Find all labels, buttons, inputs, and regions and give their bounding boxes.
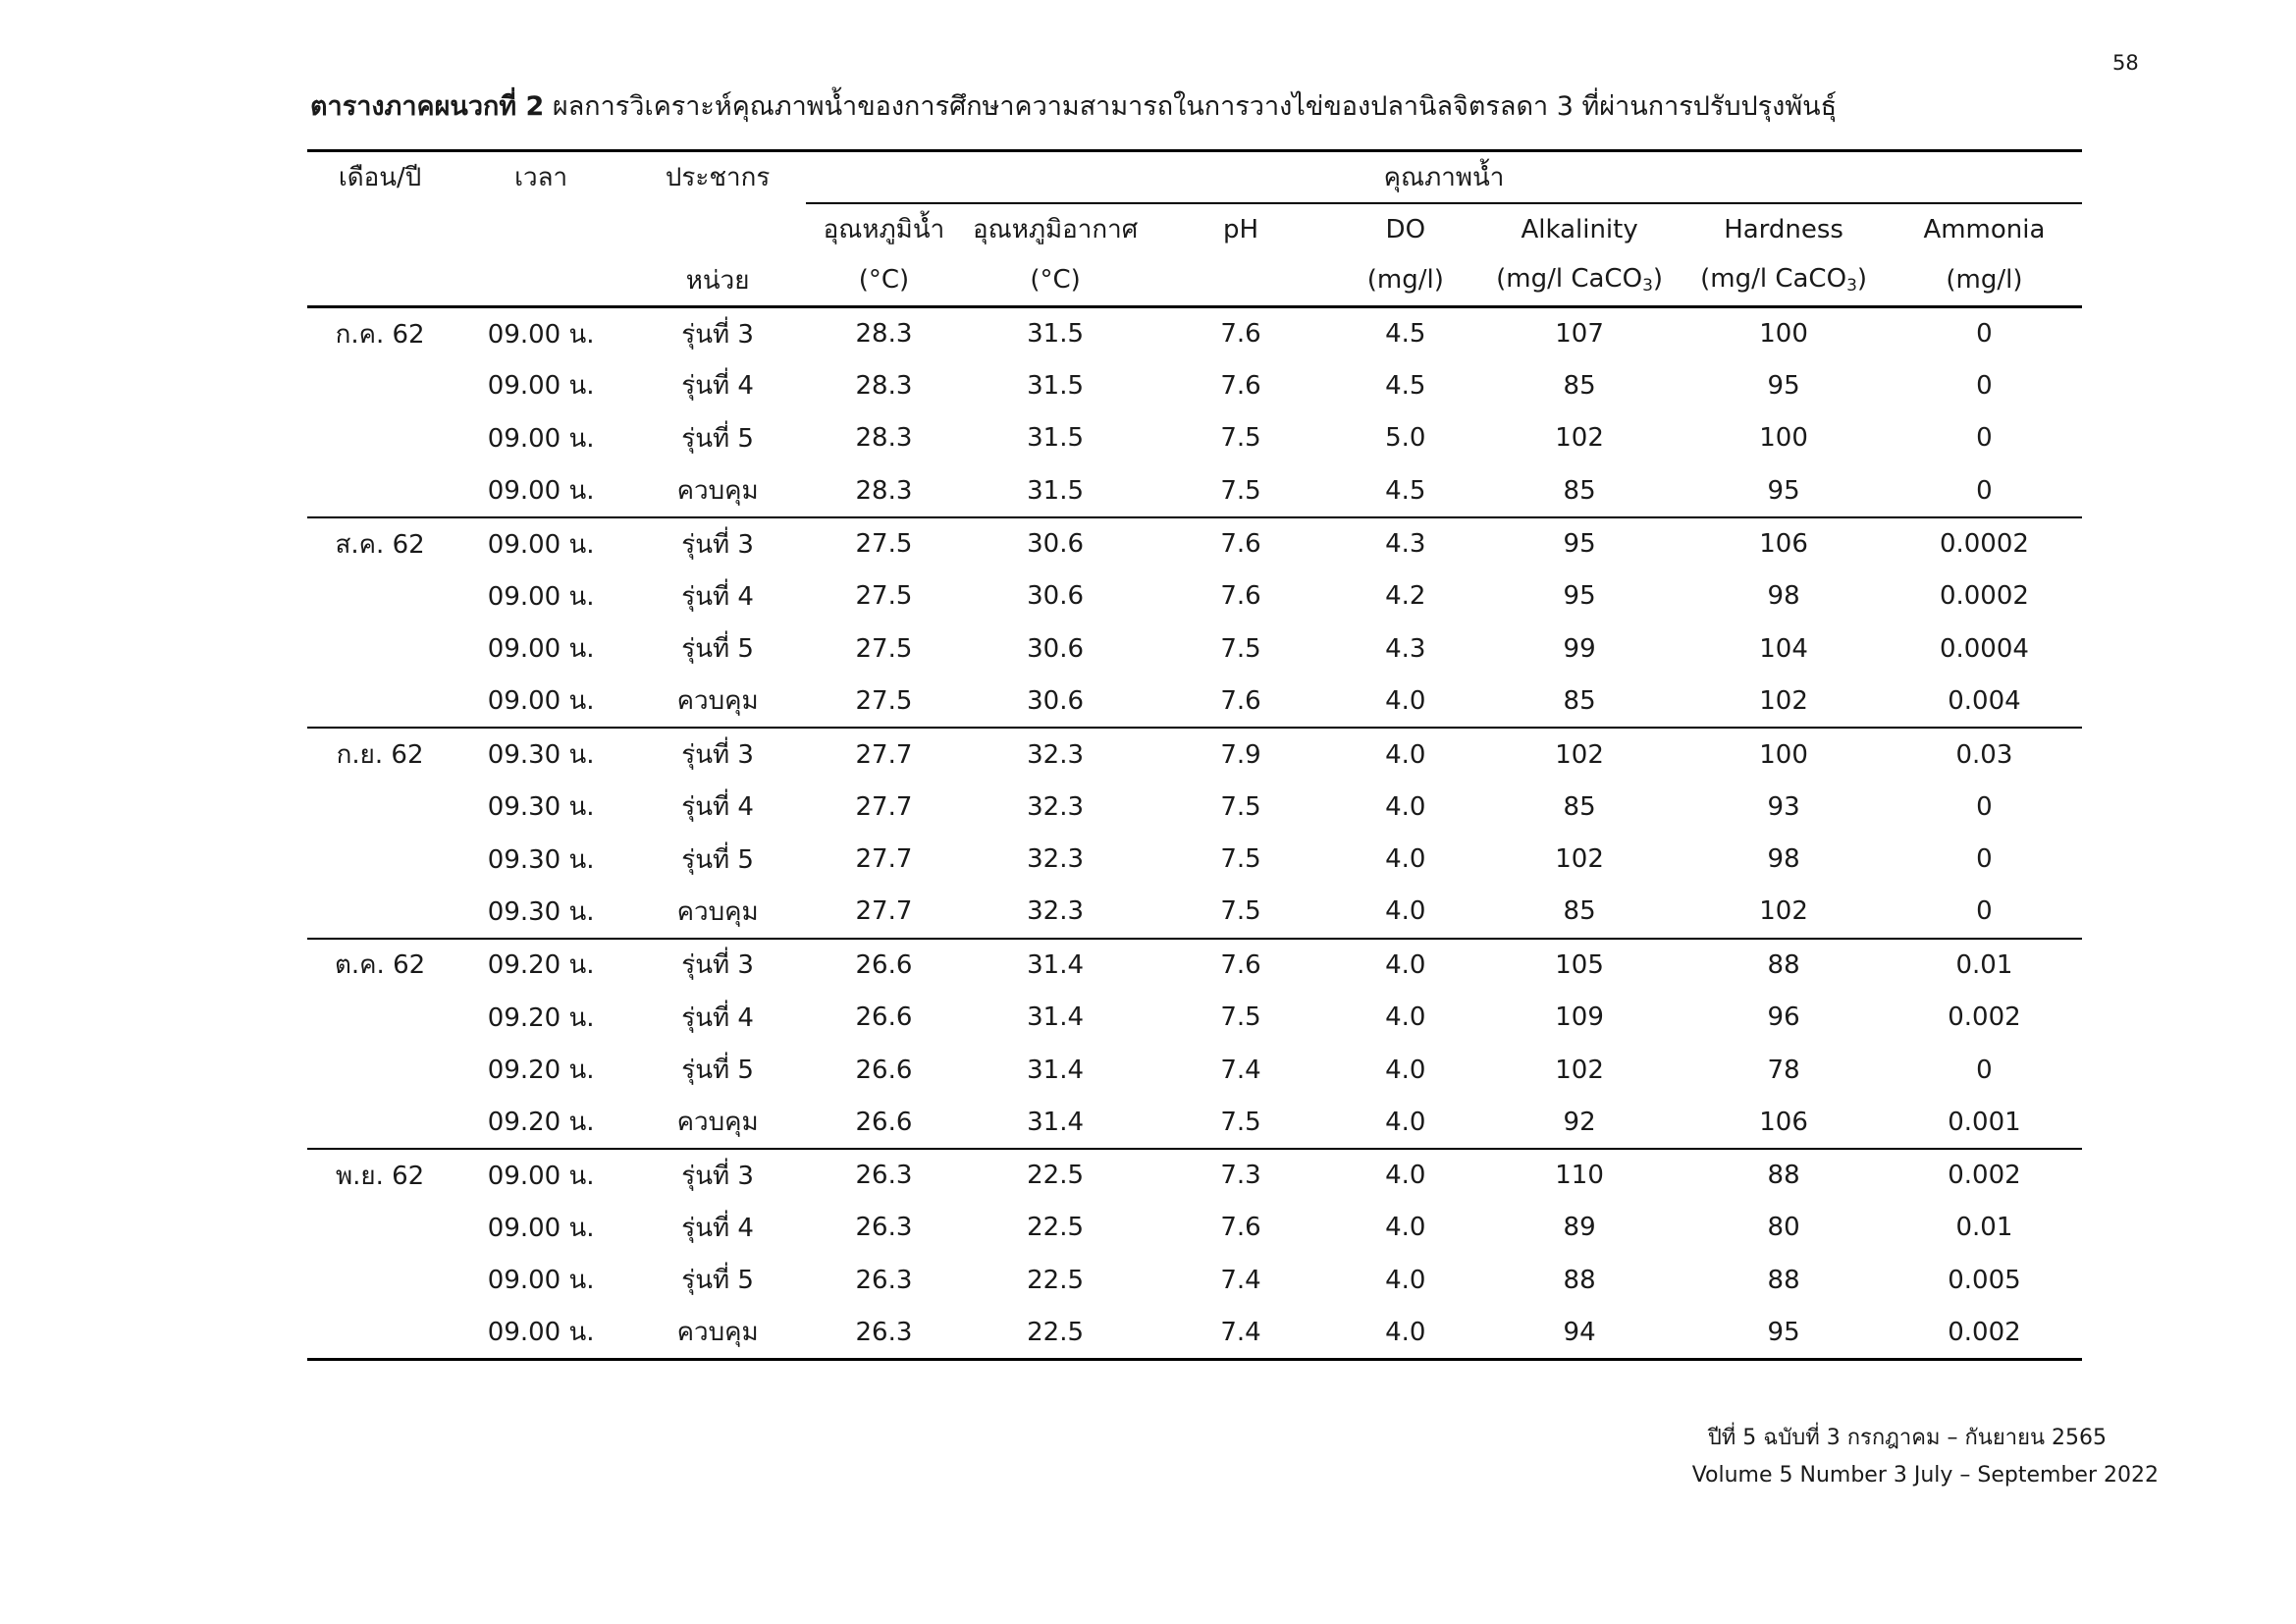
cell-population: ควบคุม [676, 896, 759, 927]
page-number: 58 [2112, 51, 2139, 75]
cell-water-temp: 27.5 [855, 685, 913, 716]
cell-time: 09.00 น. [487, 423, 595, 454]
cell-ammonia: 0.01 [1955, 1213, 2013, 1243]
cell-ammonia: 0.03 [1887, 728, 2082, 781]
cell-do: 4.0 [1333, 728, 1478, 781]
cell-ammonia: 0.001 [1948, 1107, 2021, 1137]
cell-time: 09.00 น. [453, 1149, 629, 1202]
cell-month-year [307, 412, 453, 465]
table-row [307, 1202, 2082, 1255]
cell-time: 09.30 น. [487, 844, 595, 875]
cell-population: รุ่นที่ 4 [681, 581, 754, 612]
cell-water-temp: 26.6 [806, 939, 962, 992]
cell-do: 4.0 [1385, 1213, 1426, 1243]
header-water-quality: คุณภาพน้ำ [806, 151, 2082, 203]
cell-alkalinity: 85 [1563, 896, 1596, 927]
cell-alkalinity: 85 [1563, 685, 1596, 716]
cell-population: รุ่นที่ 5 [681, 634, 754, 665]
cell-month-year [307, 833, 453, 886]
cell-air-temp: 31.4 [1027, 1055, 1085, 1085]
cell-population: ควบคุม [676, 1108, 759, 1138]
cell-month-year [307, 623, 453, 676]
cell-ammonia: 0.004 [1948, 685, 2021, 716]
cell-ammonia: 0 [1976, 370, 1993, 401]
header-ammonia: Ammonia [1923, 214, 2046, 244]
header-water-temp: อุณหภูมิน้ำ [823, 215, 945, 244]
cell-water-temp: 26.3 [855, 1265, 913, 1295]
cell-ammonia: 0 [1976, 791, 1993, 822]
cell-hardness: 100 [1759, 319, 1808, 350]
table-row [307, 517, 2082, 570]
cell-do: 4.5 [1385, 319, 1426, 350]
table-row [307, 1307, 2082, 1360]
cell-alkalinity: 109 [1555, 1002, 1604, 1033]
table-row [307, 464, 2082, 517]
cell-ammonia: 0.005 [1948, 1265, 2021, 1295]
cell-time: 09.30 น. [487, 792, 595, 823]
cell-water-temp: 28.3 [855, 319, 913, 350]
cell-month-year: พ.ย. 62 [307, 1149, 453, 1202]
cell-water-temp: 26.3 [806, 1149, 962, 1202]
cell-hardness: 95 [1767, 475, 1800, 506]
cell-ammonia: 0.002 [1887, 1307, 2082, 1360]
cell-air-temp: 32.3 [962, 728, 1149, 781]
table-caption [310, 84, 1837, 127]
cell-population: ควบคุม [676, 476, 759, 507]
cell-month-year: ก.ย. 62 [307, 728, 453, 781]
cell-ammonia: 0 [1976, 896, 1993, 927]
cell-month-year: ส.ค. 62 [307, 517, 453, 570]
table-row [307, 623, 2082, 676]
cell-ammonia: 0.002 [1948, 1002, 2021, 1033]
table-row [307, 676, 2082, 729]
cell-ammonia: 0.0004 [1939, 633, 2029, 664]
cell-ph: 7.5 [1220, 633, 1261, 664]
cell-alkalinity: 89 [1563, 1213, 1596, 1243]
table-row [307, 781, 2082, 834]
cell-air-temp: 31.4 [1027, 1107, 1085, 1137]
table-row [307, 886, 2082, 939]
cell-air-temp: 30.6 [1027, 633, 1085, 664]
cell-hardness: 98 [1767, 844, 1800, 875]
cell-ph: 7.9 [1148, 728, 1332, 781]
cell-do: 4.0 [1333, 1307, 1478, 1360]
cell-water-temp: 27.7 [855, 844, 913, 875]
header-time: เวลา [453, 151, 629, 203]
water-quality-table [307, 149, 2082, 1361]
cell-ammonia: 0 [1976, 844, 1993, 875]
cell-ammonia: 0.01 [1887, 939, 2082, 992]
cell-hardness: 95 [1681, 1307, 1887, 1360]
cell-ammonia: 0 [1976, 423, 1993, 454]
cell-alkalinity: 107 [1555, 319, 1604, 350]
cell-water-temp: 26.3 [855, 1213, 913, 1243]
cell-ph: 7.5 [1220, 791, 1261, 822]
cell-do: 4.5 [1385, 370, 1426, 401]
cell-water-temp: 26.3 [806, 1307, 962, 1360]
cell-population: ควบคุม [676, 686, 759, 717]
cell-month-year [307, 886, 453, 939]
cell-air-temp: 31.4 [1027, 1002, 1085, 1033]
cell-alkalinity: 85 [1563, 370, 1596, 401]
cell-water-temp: 27.5 [855, 581, 913, 612]
cell-alkalinity: 92 [1563, 1107, 1596, 1137]
cell-hardness: 100 [1759, 423, 1808, 454]
cell-population: รุ่นที่ 5 [681, 423, 754, 454]
cell-month-year [307, 991, 453, 1044]
cell-do: 4.0 [1385, 844, 1426, 875]
cell-alkalinity: 105 [1478, 939, 1681, 992]
cell-month-year: ก.ค. 62 [335, 319, 425, 350]
cell-hardness: 78 [1767, 1055, 1800, 1085]
cell-ph: 7.6 [1220, 581, 1261, 612]
cell-population: รุ่นที่ 3 [629, 1149, 806, 1202]
cell-do: 4.3 [1385, 633, 1426, 664]
cell-ph: 7.5 [1220, 896, 1261, 927]
unit-alkalinity: (mg/l CaCO$_3$) [1478, 255, 1681, 307]
header-population: ประชากร [629, 151, 806, 203]
cell-do: 4.0 [1333, 1149, 1478, 1202]
cell-water-temp: 26.6 [855, 1055, 913, 1085]
cell-do: 4.0 [1385, 1107, 1426, 1137]
cell-hardness: 80 [1767, 1213, 1800, 1243]
cell-ph: 7.4 [1148, 1307, 1332, 1360]
header-hardness: Hardness [1724, 214, 1843, 244]
cell-month-year [307, 464, 453, 517]
cell-population: รุ่นที่ 5 [681, 1056, 754, 1086]
cell-ammonia: 0.002 [1887, 1149, 2082, 1202]
cell-ph: 7.6 [1220, 1213, 1261, 1243]
cell-air-temp: 31.5 [1027, 319, 1085, 350]
cell-ph: 7.3 [1148, 1149, 1332, 1202]
unit-air-temp: (°C) [962, 255, 1149, 307]
cell-do: 4.3 [1333, 517, 1478, 570]
cell-time: 09.00 น. [487, 581, 595, 612]
cell-time: 09.00 น. [453, 1307, 629, 1360]
cell-hardness: 95 [1767, 370, 1800, 401]
cell-alkalinity: 95 [1563, 581, 1596, 612]
unit-do: (mg/l) [1333, 255, 1478, 307]
header-ph: pH [1223, 214, 1259, 244]
cell-population: รุ่นที่ 3 [629, 939, 806, 992]
cell-hardness: 93 [1767, 791, 1800, 822]
cell-air-temp: 31.5 [1027, 370, 1085, 401]
cell-ph: 7.6 [1220, 685, 1261, 716]
cell-time: 09.30 น. [487, 896, 595, 927]
cell-do: 4.0 [1385, 791, 1426, 822]
cell-water-temp: 27.5 [806, 517, 962, 570]
cell-air-temp: 22.5 [962, 1149, 1149, 1202]
cell-hardness: 102 [1759, 685, 1808, 716]
table-row [307, 991, 2082, 1044]
header-month-year: เดือน/ปี [307, 151, 453, 203]
header-air-temp: อุณหภูมิอากาศ [972, 215, 1139, 244]
cell-air-temp: 30.6 [1027, 685, 1085, 716]
cell-time: 09.00 น. [487, 1266, 595, 1296]
cell-ph: 7.5 [1220, 1107, 1261, 1137]
unit-ph [1148, 255, 1332, 307]
cell-air-temp: 30.6 [1027, 581, 1085, 612]
header-alkalinity: Alkalinity [1521, 214, 1638, 244]
unit-water-temp: (°C) [806, 255, 962, 307]
cell-air-temp: 31.4 [962, 939, 1149, 992]
cell-air-temp: 31.5 [1027, 423, 1085, 454]
table-row [307, 307, 2082, 360]
cell-hardness: 102 [1759, 896, 1808, 927]
cell-population: รุ่นที่ 4 [681, 792, 754, 823]
table-row [307, 359, 2082, 412]
header-unit-label: หน่วย [629, 255, 806, 307]
caption-text: ผลการวิเคราะห์คุณภาพน้ำของการศึกษาความสามารถในการวางไข่ของปลานิลจิตรลดา 3 ที่ผ่านการปรับปรุงพันธุ์ [544, 91, 1838, 122]
cell-do: 4.2 [1385, 581, 1426, 612]
unit-ammonia: (mg/l) [1887, 255, 2082, 307]
cell-hardness: 88 [1681, 939, 1887, 992]
cell-time: 09.00 น. [487, 476, 595, 507]
cell-alkalinity: 102 [1478, 728, 1681, 781]
cell-time: 09.00 น. [487, 371, 595, 402]
cell-population: รุ่นที่ 4 [681, 1213, 754, 1243]
cell-time: 09.20 น. [487, 1108, 595, 1138]
cell-alkalinity: 85 [1563, 791, 1596, 822]
cell-month-year [307, 1044, 453, 1097]
cell-time: 09.00 น. [487, 319, 595, 350]
table-row [307, 728, 2082, 781]
caption-lead: ตารางภาคผนวกที่ 2 [310, 91, 545, 122]
cell-air-temp: 32.3 [1027, 844, 1085, 875]
table-row [307, 569, 2082, 623]
cell-population: รุ่นที่ 3 [629, 517, 806, 570]
cell-alkalinity: 110 [1478, 1149, 1681, 1202]
cell-water-temp: 26.6 [855, 1107, 913, 1137]
cell-ammonia: 0 [1976, 1055, 1993, 1085]
cell-do: 4.0 [1385, 685, 1426, 716]
cell-water-temp: 27.7 [855, 791, 913, 822]
table-row [307, 1044, 2082, 1097]
cell-month-year [307, 1307, 453, 1360]
cell-time: 09.20 น. [453, 939, 629, 992]
cell-population: รุ่นที่ 5 [681, 844, 754, 875]
cell-population: รุ่นที่ 3 [681, 319, 754, 350]
cell-alkalinity: 88 [1563, 1265, 1596, 1295]
footer-english: Volume 5 Number 3 July – September 2022 [1691, 1463, 2159, 1488]
cell-ammonia: 0 [1976, 319, 1993, 350]
cell-ph: 7.6 [1220, 319, 1261, 350]
cell-do: 4.0 [1385, 896, 1426, 927]
cell-month-year [307, 1096, 453, 1149]
cell-month-year [307, 359, 453, 412]
cell-air-temp: 22.5 [962, 1307, 1149, 1360]
header-do: DO [1385, 214, 1426, 244]
cell-time: 09.00 น. [453, 517, 629, 570]
cell-water-temp: 27.7 [806, 728, 962, 781]
cell-time: 09.00 น. [487, 686, 595, 717]
table-row [307, 833, 2082, 886]
table-body [307, 307, 2082, 1360]
cell-hardness: 106 [1759, 1107, 1808, 1137]
cell-alkalinity: 85 [1563, 475, 1596, 506]
cell-air-temp: 22.5 [1027, 1265, 1085, 1295]
cell-ph: 7.4 [1220, 1265, 1261, 1295]
cell-hardness: 88 [1681, 1149, 1887, 1202]
cell-ph: 7.5 [1220, 1002, 1261, 1033]
cell-time: 09.30 น. [453, 728, 629, 781]
cell-population: ควบคุม [629, 1307, 806, 1360]
table-row [307, 412, 2082, 465]
cell-water-temp: 28.3 [855, 475, 913, 506]
table-row [307, 939, 2082, 992]
cell-ammonia: 0 [1976, 475, 1993, 506]
cell-do: 4.0 [1385, 1055, 1426, 1085]
cell-month-year: ต.ค. 62 [307, 939, 453, 992]
table-row [307, 1096, 2082, 1149]
cell-hardness: 100 [1681, 728, 1887, 781]
cell-ph: 7.5 [1220, 844, 1261, 875]
cell-do: 5.0 [1385, 423, 1426, 454]
cell-do: 4.5 [1385, 475, 1426, 506]
cell-water-temp: 28.3 [855, 370, 913, 401]
cell-air-temp: 31.5 [1027, 475, 1085, 506]
cell-air-temp: 32.3 [1027, 791, 1085, 822]
cell-alkalinity: 102 [1555, 844, 1604, 875]
cell-time: 09.20 น. [487, 1056, 595, 1086]
unit-hardness: (mg/l CaCO$_3$) [1681, 255, 1887, 307]
cell-alkalinity: 99 [1563, 633, 1596, 664]
cell-ph: 7.5 [1220, 423, 1261, 454]
cell-time: 09.00 น. [487, 634, 595, 665]
cell-water-temp: 27.7 [855, 896, 913, 927]
cell-water-temp: 27.5 [855, 633, 913, 664]
cell-population: รุ่นที่ 3 [629, 728, 806, 781]
footer-thai: ปีที่ 5 ฉบับที่ 3 กรกฎาคม – กันยายน 2565 [1707, 1426, 2107, 1450]
cell-population: รุ่นที่ 5 [681, 1266, 754, 1296]
cell-air-temp: 22.5 [1027, 1213, 1085, 1243]
cell-hardness: 96 [1767, 1002, 1800, 1033]
cell-time: 09.20 น. [487, 1002, 595, 1033]
cell-do: 4.0 [1385, 1265, 1426, 1295]
cell-water-temp: 26.6 [855, 1002, 913, 1033]
cell-month-year [307, 1202, 453, 1255]
cell-alkalinity: 102 [1555, 1055, 1604, 1085]
cell-ph: 7.6 [1148, 517, 1332, 570]
cell-month-year [307, 781, 453, 834]
cell-ph: 7.4 [1220, 1055, 1261, 1085]
cell-alkalinity: 94 [1478, 1307, 1681, 1360]
cell-month-year [307, 1254, 453, 1307]
cell-month-year [307, 569, 453, 623]
cell-air-temp: 32.3 [1027, 896, 1085, 927]
cell-ph: 7.6 [1220, 370, 1261, 401]
cell-water-temp: 28.3 [855, 423, 913, 454]
cell-alkalinity: 102 [1555, 423, 1604, 454]
cell-ammonia: 0.0002 [1887, 517, 2082, 570]
cell-hardness: 104 [1759, 633, 1808, 664]
cell-population: รุ่นที่ 4 [681, 1002, 754, 1033]
cell-hardness: 98 [1767, 581, 1800, 612]
cell-hardness: 88 [1767, 1265, 1800, 1295]
cell-ammonia: 0.0002 [1939, 581, 2029, 612]
cell-ph: 7.5 [1220, 475, 1261, 506]
cell-hardness: 106 [1681, 517, 1887, 570]
cell-alkalinity: 95 [1478, 517, 1681, 570]
cell-do: 4.0 [1385, 1002, 1426, 1033]
cell-month-year [307, 676, 453, 729]
cell-do: 4.0 [1333, 939, 1478, 992]
cell-time: 09.00 น. [487, 1213, 595, 1243]
cell-population: รุ่นที่ 4 [681, 371, 754, 402]
cell-air-temp: 30.6 [962, 517, 1149, 570]
cell-ph: 7.6 [1148, 939, 1332, 992]
table-row [307, 1149, 2082, 1202]
table-row [307, 1254, 2082, 1307]
